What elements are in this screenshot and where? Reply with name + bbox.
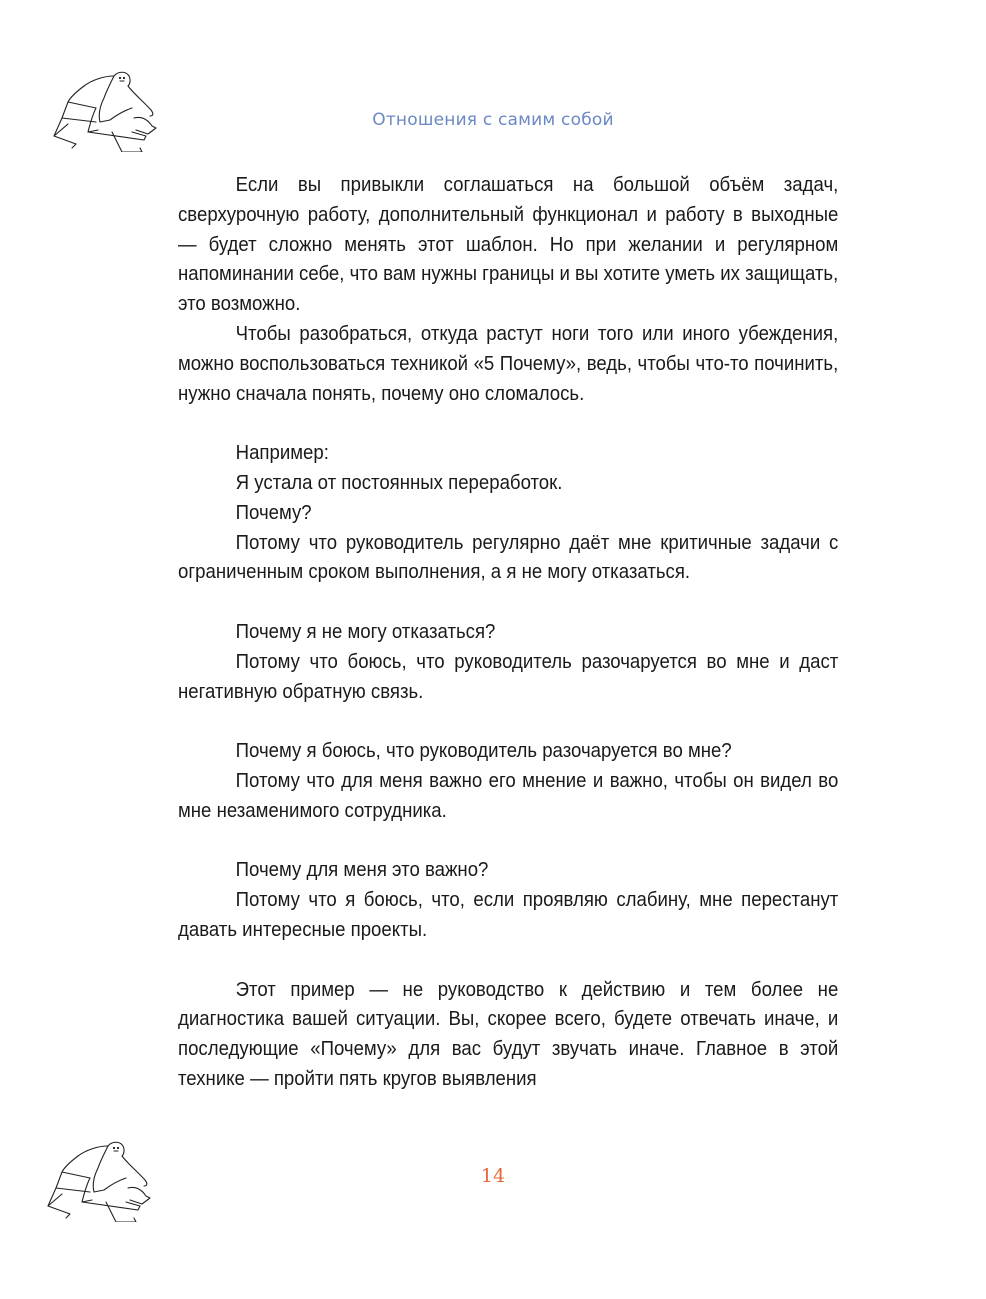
body-text: [178, 171, 838, 1095]
page-number: 14: [480, 1165, 506, 1187]
paragraph: Потому что я боюсь, что, если проявляю слабину, мне перестанут давать интересные проекты.: [178, 889, 839, 941]
paragraph: Например:: [235, 442, 329, 465]
paragraph: Потому что руководитель регулярно даёт мне критичные задачи с ограниченным сроком выполнения, а я не могу отказаться.: [178, 531, 839, 584]
paragraph: Чтобы разобраться, откуда растут ноги того или иного убеждения, можно воспользоваться техникой «5 Почему», ведь, чтобы что-то починить, нужно сначала понять, почему оно сломалось.: [178, 322, 839, 405]
paragraph: Если вы привыкли соглашаться на большой объём задач, сверхурочную работу, дополнительный функционал и работу в выходные — будет сложно менять этот шаблон. Но при желании и регулярном напоминании себе, что вам нужны границы и вы хотите уметь их защищать, это возможно.: [178, 174, 839, 316]
paragraph: Почему я не могу отказаться?: [235, 620, 496, 643]
paragraph: Почему?: [235, 501, 312, 524]
paragraph: Я устала от постоянных переработок.: [235, 471, 563, 494]
paragraph: Этот пример — не руководство к действию и тем более не диагностика вашей ситуации. Вы, скорее всего, будете отвечать иначе, и последующие «Почему» для вас будут звучать иначе. Главное в этой технике — пройти пять кругов выявления: [178, 978, 839, 1090]
paragraph: Потому что для меня важно его мнение и важно, чтобы он видел во мне незаменимого сотрудника.: [178, 769, 839, 822]
paragraph: Потому что боюсь, что руководитель разочаруется во мне и даст негативную обратную связь.: [178, 650, 839, 703]
paragraph: Почему для меня это важно?: [235, 859, 489, 882]
paragraph: Почему я боюсь, что руководитель разочаруется во мне?: [235, 740, 732, 763]
running-title: Отношения с самим собой: [372, 110, 614, 130]
